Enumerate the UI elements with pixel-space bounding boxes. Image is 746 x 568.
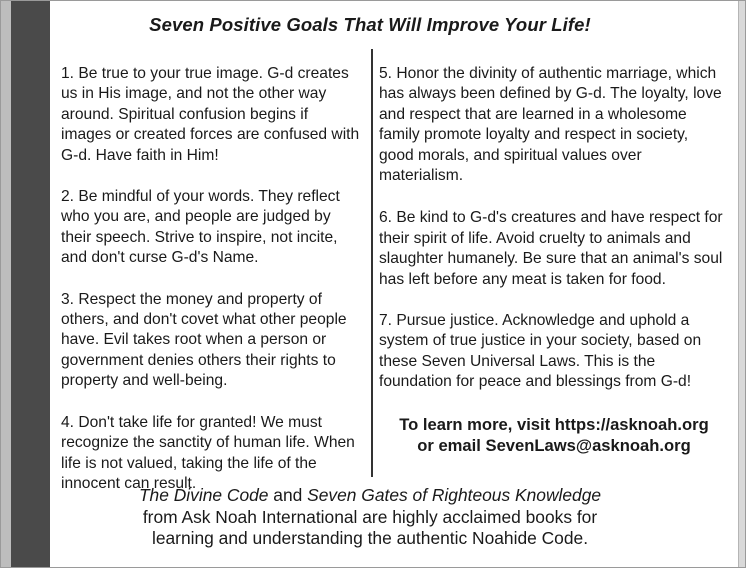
goal-1: 1. Be true to your true image. G-d creates us in His image, and not the other way around. Spiritual confusion begins if images or created forces are confused with G-d. Have faith in Him! [61,65,360,164]
left-column [61,64,361,515]
footer-text [50,485,690,550]
footer-line-1 [50,485,690,507]
right-column [379,64,727,456]
goal-5: 5. Honor the divinity of authentic marriage, which has always been defined by G-d. The loyalty, love and respect that are learned in a wholesome family promote loyalty and respect in society, good morals, and spiritual values over materialism. [379,65,722,185]
goal-6: 6. Be kind to G-d's creatures and have respect for their spirit of life. Avoid cruelty to animals and slaughter humanely. Be sure that an animal's soul has left before any meat is taken for food. [379,209,723,288]
goal-4: 4. Don't take life for granted! We must recognize the sanctity of human life. When life is not valued, taking the life of the innocent can result. [61,413,355,492]
column-divider [371,49,373,477]
goal-2: 2. Be mindful of your words. They reflect who you are, and people are judged by their speech. Strive to inspire, not incite, and don't curse G-d's Name. [61,188,340,267]
call-to-action [379,414,727,456]
footer-line-2: from Ask Noah International are highly acclaimed books for [142,506,598,527]
cta-website-link[interactable]: To learn more, visit https://asknoah.org [399,414,709,434]
goal-3: 3. Respect the money and property of others, and don't covet what other people have. Evil takes root when a person or government denies others their rights to property and well-being. [61,290,347,390]
goal-7: 7. Pursue justice. Acknowledge and uphold a system of true justice in your society, based on these Seven Universal Laws. This is the foundation for peace and blessings from G-d! [379,312,702,391]
book-title-seven-gates: Seven Gates of Righteous Knowledge [307,485,602,505]
cta-email-link[interactable]: or email SevenLaws@asknoah.org [417,435,691,455]
page-title: Seven Positive Goals That Will Improve Your Life! [149,14,591,35]
footer-line-3: learning and understanding the authentic Noahide Code. [151,528,589,548]
book-title-divine-code: The Divine Code [138,485,269,505]
footer-and: and [268,485,308,505]
